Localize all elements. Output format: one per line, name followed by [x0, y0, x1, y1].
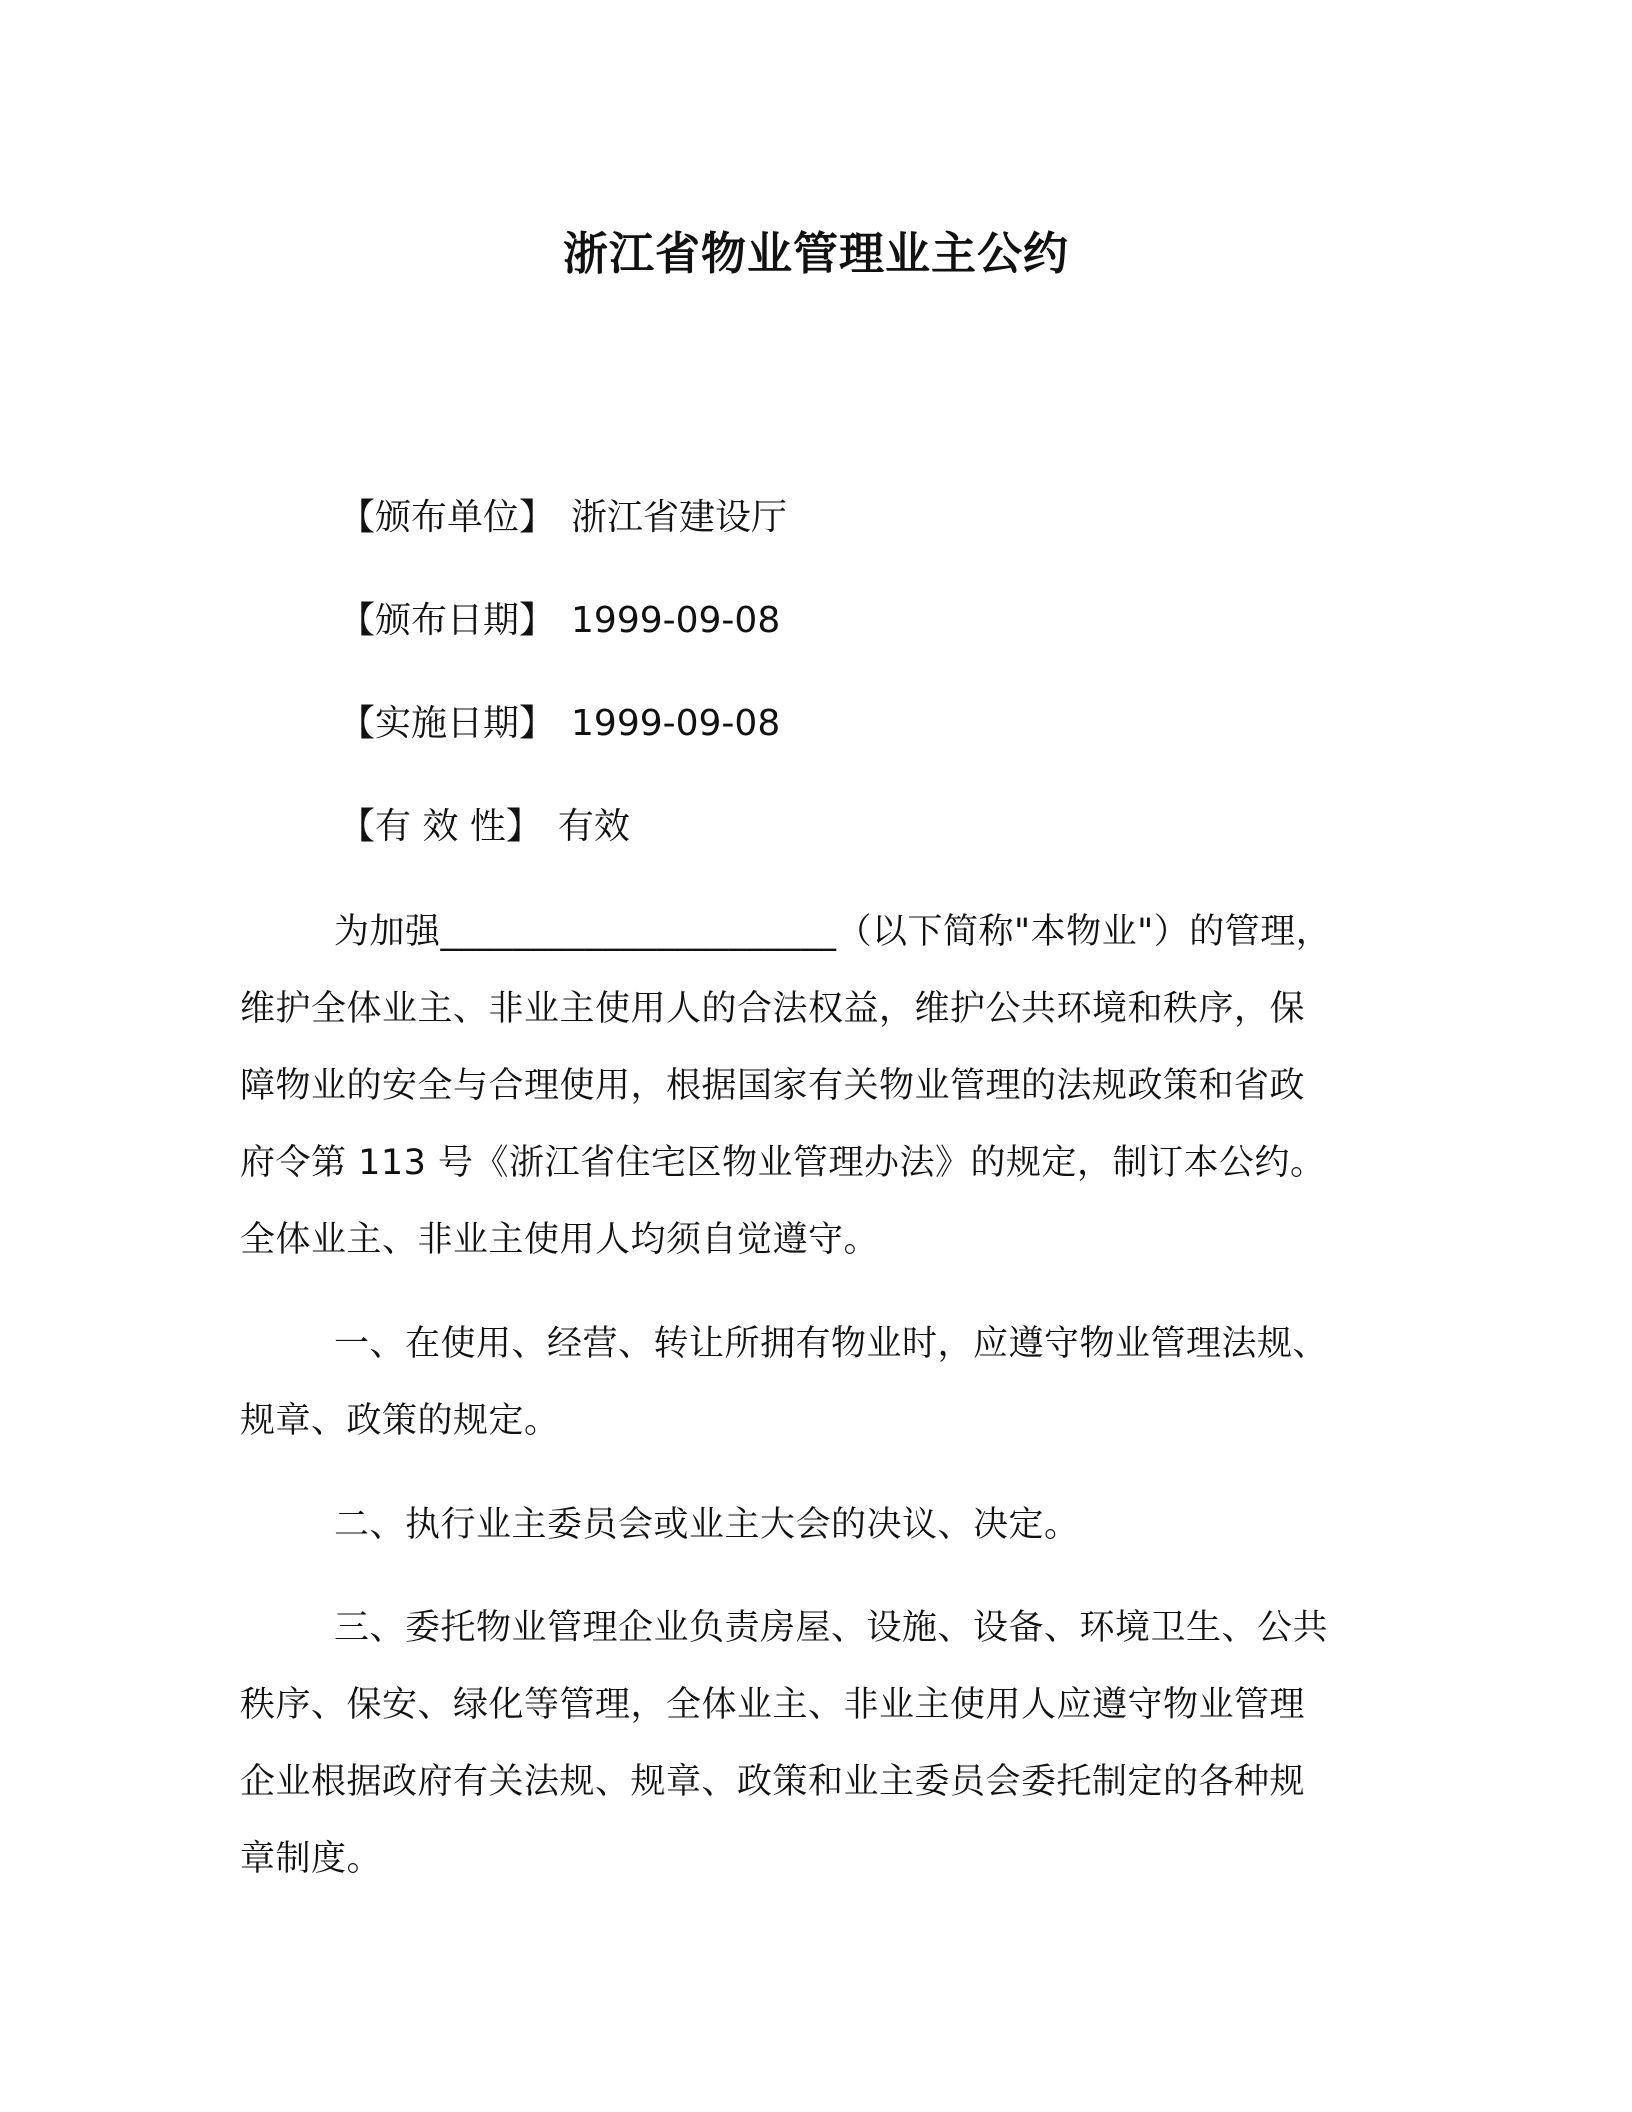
paragraph-line: 章制度。 — [240, 1839, 383, 1879]
paragraph-line: 一、在使用、经营、转让所拥有物业时，应遵守物业管理法规、 — [334, 1324, 1329, 1364]
paragraph-line: 二、执行业主委员会或业主大会的决议、决定。 — [334, 1505, 1080, 1545]
paragraph-line: 全体业主、非业主使用人均须自觉遵守。 — [240, 1220, 880, 1260]
meta-issuer — [339, 494, 787, 542]
paragraph-line: 企业根据政府有关法规、规章、政策和业主委员会委托制定的各种规 — [240, 1762, 1306, 1802]
meta-validity-label: 【有 效 性】 — [339, 806, 542, 847]
meta-validity-value: 有效 — [557, 806, 630, 847]
paragraph-article-3 — [240, 1590, 1410, 1898]
paragraph-line: 府令第 113 号《浙江省住宅区物业管理办法》的规定，制订本公约。 — [240, 1143, 1326, 1183]
meta-issue-date-value: 1999-09-08 — [571, 600, 781, 641]
meta-issue-date — [339, 597, 780, 645]
paragraph-line: 障物业的安全与合理使用，根据国家有关物业管理的法规政策和省政 — [240, 1066, 1306, 1106]
paragraph-article-1 — [240, 1306, 1410, 1460]
paragraph-line: 为加强______________________（以下简称"本物业"）的管理， — [334, 912, 1332, 952]
document-title: 浙江省物业管理业主公约 — [562, 227, 1069, 280]
paragraph-line: 秩序、保安、绿化等管理，全体业主、非业主使用人应遵守物业管理 — [240, 1685, 1306, 1725]
meta-effective-date-value: 1999-09-08 — [571, 703, 781, 744]
paragraph-line: 规章、政策的规定。 — [240, 1401, 560, 1441]
paragraph-article-2 — [240, 1487, 1410, 1564]
meta-issuer-label: 【颁布单位】 — [339, 497, 556, 538]
paragraph-line: 三、委托物业管理企业负责房屋、设施、设备、环境卫生、公共 — [334, 1608, 1329, 1648]
meta-validity — [339, 803, 630, 851]
paragraph-preamble — [240, 894, 1410, 1279]
meta-issue-date-label: 【颁布日期】 — [339, 600, 556, 641]
meta-effective-date-label: 【实施日期】 — [339, 703, 556, 744]
paragraph-line: 维护全体业主、非业主使用人的合法权益，维护公共环境和秩序，保 — [240, 989, 1306, 1029]
meta-issuer-value: 浙江省建设厅 — [571, 497, 788, 538]
meta-effective-date — [339, 700, 780, 748]
